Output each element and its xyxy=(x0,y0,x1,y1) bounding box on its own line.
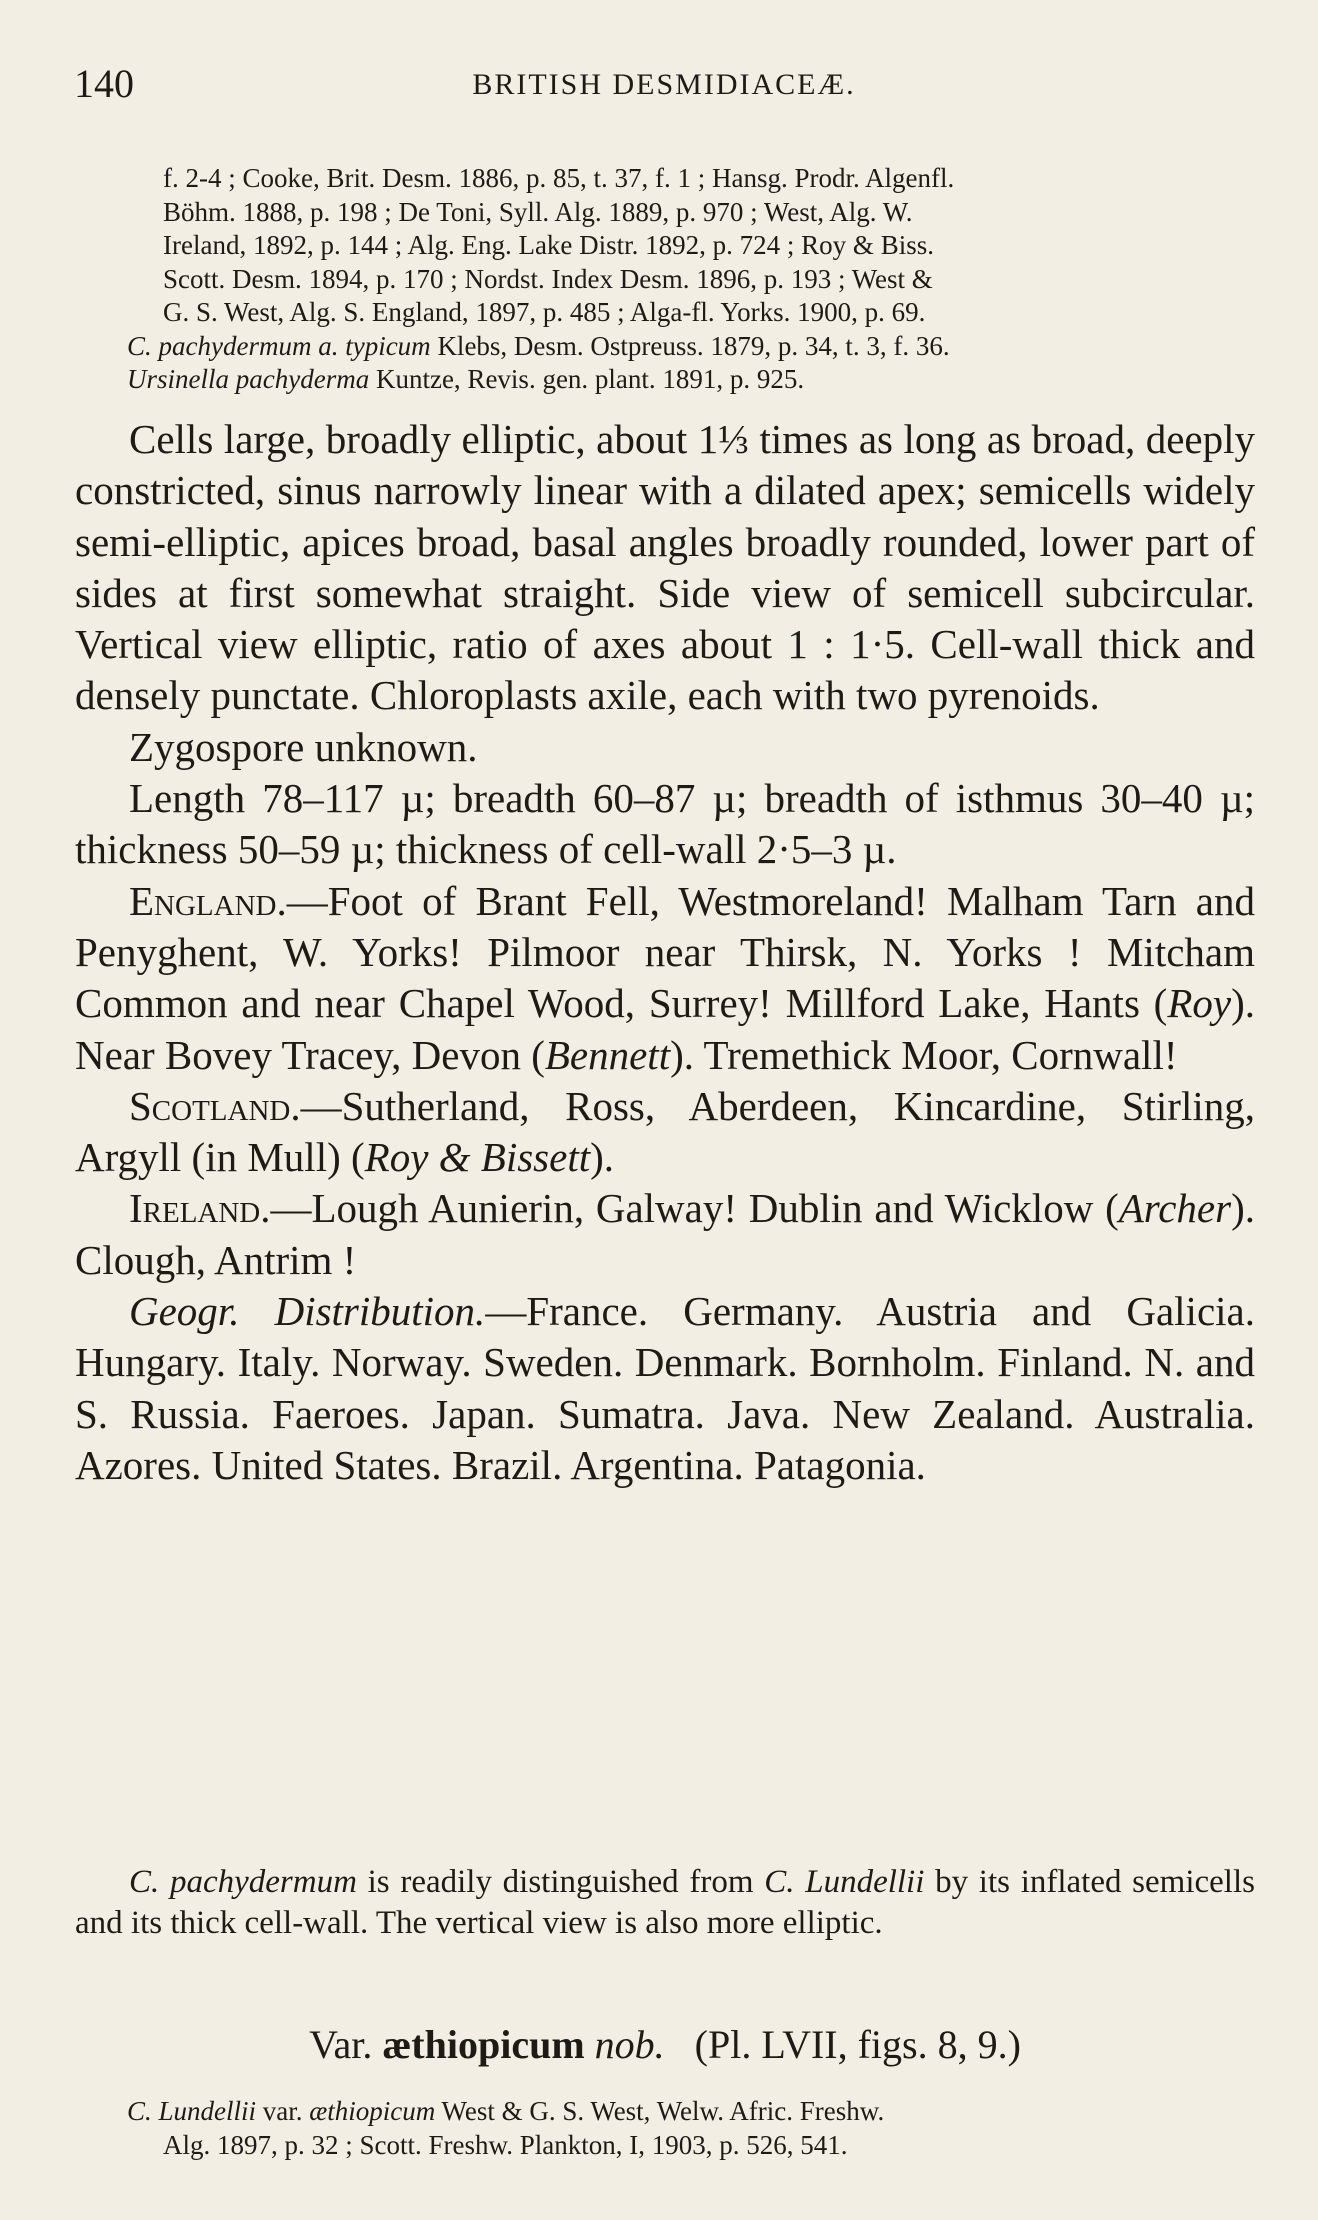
synonym-citation: Klebs, Desm. Ostpreuss. 1879, p. 34, t. 3, f. 36. xyxy=(430,330,950,361)
collector-name: Archer xyxy=(1118,1185,1232,1232)
dimensions-paragraph: Length 78–117 µ; breadth 60–87 µ; breadth of isthmus 30–40 µ; thickness 50–59 µ; thickness of cell-wall 2·5–3 µ. xyxy=(75,775,1255,873)
reference-line: Alg. 1897, p. 32 ; Scott. Freshw. Plankton, I, 1903, p. 526, 541. xyxy=(163,2130,848,2160)
variety-references xyxy=(75,2094,1255,2162)
variety-epithet: æthiopicum xyxy=(309,2096,436,2126)
synonym-name: C. pachydermum a. typicum xyxy=(127,330,431,361)
remark-block xyxy=(75,1862,1255,1944)
distribution-paragraph: Geogr. Distribution.—France. Germany. Austria and Galicia. Hungary. Italy. Norway. Sweden. Denmark. Bornholm. Finland. N. and S. Russia. Faeroes. Japan. Sumatra. Java. New Zealand. Australia. Azores. United States. Brazil. Argentina. Patagonia. xyxy=(75,1288,1255,1488)
main-text xyxy=(75,414,1255,1491)
region-label: Scotland. xyxy=(129,1082,301,1129)
synonym-name: Ursinella pachyderma xyxy=(127,364,370,394)
running-title: BRITISH DESMIDIACEÆ. xyxy=(472,68,856,101)
synonym-line xyxy=(127,330,1258,364)
reference-line: G. S. West, Alg. S. England, 1897, p. 485 ; Alga-fl. Yorks. 1900, p. 69. xyxy=(163,297,926,327)
region-label: England. xyxy=(129,877,287,924)
variety-name: æthiopicum xyxy=(382,2022,585,2067)
zygospore-paragraph: Zygospore unknown. xyxy=(129,723,478,770)
scotland-paragraph: Scotland.—Sutherland, Ross, Aberdeen, Kincardine, Stirling, Argyll (in Mull) (Roy & Bissett). xyxy=(75,1082,1255,1181)
collector-name: Roy & Bissett xyxy=(364,1134,591,1181)
synonym-citation: Kuntze, Revis. gen. plant. 1891, p. 925. xyxy=(369,364,805,394)
reference-line: Scott. Desm. 1894, p. 170 ; Nordst. Index Desm. 1896, p. 193 ; West & xyxy=(163,263,933,294)
species-name: C. Lundellii xyxy=(764,1864,925,1900)
variety-heading: Var. æthiopicum nob. (Pl. LVII, figs. 8, 9.) xyxy=(309,2022,1021,2067)
synonym-line xyxy=(127,363,1258,397)
page-header xyxy=(74,60,1254,110)
distribution-label: Geogr. Distribution. xyxy=(129,1288,486,1335)
reference-line: f. 2-4 ; Cooke, Brit. Desm. 1886, p. 85, t. 37, f. 1 ; Hansg. Prodr. Algenfl. xyxy=(163,163,955,193)
region-label: Ireland. xyxy=(129,1185,271,1232)
description-paragraph: Cells large, broadly elliptic, about 1⅓ times as long as broad, deeply constricted, sinus narrowly linear with a dilated apex; semicells widely semi-elliptic, apices broad, basal angles broadly rounded, lower part of sides at first somewhat straight. Side view of semicell subcircular. Vertical view elliptic, ratio of axes about 1 : 1·5. Cell-wall thick and densely punctate. Chloroplasts axile, each with two pyrenoids. xyxy=(75,416,1255,719)
remark-paragraph: C. pachydermum is readily distinguished from C. Lundellii by its inflated semicells and its thick cell-wall. The vertical view is also more elliptic. xyxy=(75,1864,1255,1941)
reference-line: Ireland, 1892, p. 144 ; Alg. Eng. Lake Distr. 1892, p. 724 ; Roy & Biss. xyxy=(163,230,934,260)
reference-line: Böhm. 1888, p. 198 ; De Toni, Syll. Alg. 1889, p. 970 ; West, Alg. W. xyxy=(163,196,913,227)
collector-name: Bennett xyxy=(544,1031,671,1078)
variety-author: nob. xyxy=(584,2022,665,2067)
ireland-paragraph: Ireland.—Lough Aunierin, Galway! Dublin and Wicklow (Archer). Clough, Antrim ! xyxy=(75,1185,1255,1283)
england-paragraph: England.—Foot of Brant Fell, Westmoreland! Malham Tarn and Penyghent, W. Yorks! Pilmoor near Thirsk, N. Yorks ! Mitcham Common and near Chapel Wood, Surrey! Millford Lake, Hants (Roy). Near Bovey Tracey, Devon (Bennett). Tremethick Moor, Cornwall! xyxy=(75,877,1255,1078)
reference-block xyxy=(127,162,1258,397)
page-number: 140 xyxy=(74,61,134,106)
species-name: C. Lundellii xyxy=(127,2096,257,2126)
species-name: C. pachydermum xyxy=(129,1864,357,1900)
plate-reference: (Pl. LVII, figs. 8, 9.) xyxy=(694,2022,1021,2067)
collector-name: Roy xyxy=(1167,980,1232,1027)
reference-line: C. Lundellii var. æthiopicum West & G. S. West, Welw. Afric. Freshw. xyxy=(127,2096,885,2126)
